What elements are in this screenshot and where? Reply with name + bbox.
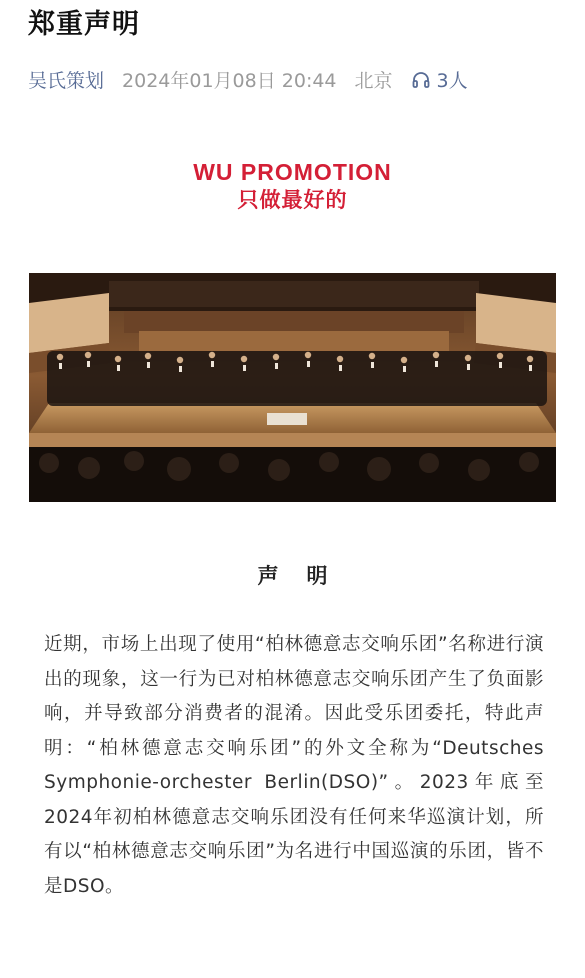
publish-location: 北京 <box>354 70 393 92</box>
brand-name-en: WU PROMOTION <box>193 159 392 185</box>
article-title: 郑重声明 <box>28 9 140 40</box>
author-link[interactable]: 吴氏策划 <box>28 70 105 92</box>
publish-date: 2024年01月08日 20:44 <box>122 70 337 92</box>
statement-body: 近期，市场上出现了使用“柏林德意志交响乐团”名称进行演出的现象，这一行为已对柏林德意志交响乐团产生了负面影响，并导致部分消费者的混淆。因此受乐团委托，特此声明：“柏林德意志交响乐团”的外文全称为“Deutsches Symphonie-orchester Berlin(DSO)”。2023年底至2024年初柏林德意志交响乐团没有任何来华巡演计划，所有以“柏林德意志交响乐团”为名进行中国巡演的乐团，皆不是DSO。 <box>44 634 544 897</box>
orchestra-photo[interactable] <box>29 273 556 502</box>
brand-banner <box>0 158 585 214</box>
listener-count-label: 3人 <box>436 70 468 92</box>
concert-hall-image <box>29 273 556 502</box>
brand-slogan-cn: 只做最好的 <box>237 188 348 212</box>
article-meta <box>28 66 468 93</box>
headphones-icon <box>411 70 431 90</box>
statement-heading: 声明 <box>257 564 356 588</box>
listen-count[interactable] <box>411 66 468 93</box>
